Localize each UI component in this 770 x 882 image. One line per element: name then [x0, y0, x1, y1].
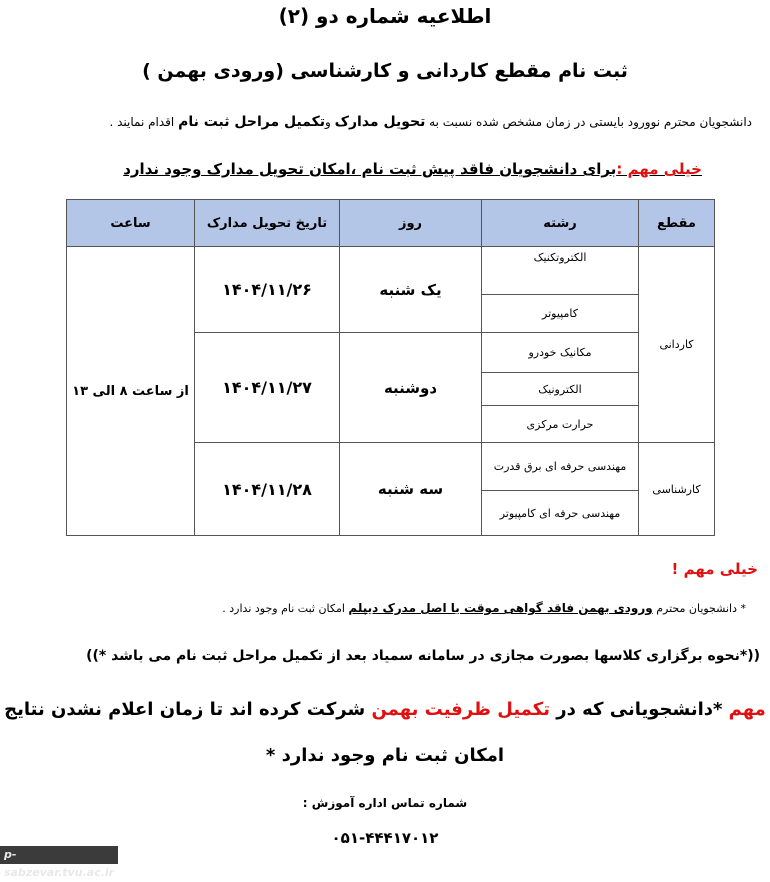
date-cell: ۱۴۰۴/۱۱/۲۷ — [195, 333, 340, 443]
field-cell: کامپیوتر — [482, 295, 639, 333]
intro-bold-2: تکمیل مراحل ثبت نام — [178, 114, 326, 130]
header-day: روز — [340, 200, 482, 247]
field-cell: حرارت مرکزی — [482, 406, 639, 443]
very-important-label: خیلی مهم ! — [671, 560, 758, 578]
diploma-note — [222, 601, 746, 615]
contact-phone: ۰۵۱-۴۴۴۱۷۰۱۲ — [331, 829, 439, 847]
site-watermark: p-sabzevar.tvu.ac.ir — [0, 846, 118, 864]
header-date: تاریخ تحویل مدارک — [195, 200, 340, 247]
intro-paragraph — [109, 114, 752, 130]
day-cell: یک شنبه — [340, 247, 482, 333]
intro-text-2: و — [325, 115, 335, 129]
hour-cell: از ساعت ۸ الی ۱۳ — [67, 247, 195, 536]
contact-label: شماره تماس اداره آموزش : — [302, 796, 468, 810]
level-cell-karshenasi: کارشناسی — [639, 443, 715, 536]
table-header-row — [67, 200, 715, 247]
header-level: مقطع — [639, 200, 715, 247]
field-cell: الکتروتکنیک — [482, 247, 639, 295]
urgent-label: خیلی مهم : — [616, 160, 702, 178]
note1-prefix: * دانشجویان محترم — [652, 602, 746, 615]
schedule-table — [66, 199, 715, 536]
day-cell: سه شنبه — [340, 443, 482, 536]
date-cell: ۱۴۰۴/۱۱/۲۸ — [195, 443, 340, 536]
virtual-classes-note: ((*نحوه برگزاری کلاسها بصورت مجازی در سامانه سمیاد بعد از تکمیل مراحل ثبت نام می باشد *)) — [86, 648, 760, 664]
intro-bold-1: تحویل مدارک — [334, 114, 426, 130]
capacity-notice-line2: امکان ثبت نام وجود ندارد * — [265, 745, 505, 766]
announcement-subtitle: ثبت نام مقطع کاردانی و کارشناسی (ورودی بهمن ) — [142, 60, 628, 82]
header-field: رشته — [482, 200, 639, 247]
field-cell: مهندسی حرفه ای کامپیوتر — [482, 491, 639, 536]
header-hour: ساعت — [67, 200, 195, 247]
intro-text-3: اقدام نمایند . — [109, 115, 179, 129]
intro-text-1: دانشجویان محترم نوورود بایستی در زمان مشخص شده نسبت به — [425, 115, 752, 129]
field-cell: مهندسی حرفه ای برق قدرت — [482, 443, 639, 491]
date-cell: ۱۴۰۴/۱۱/۲۶ — [195, 247, 340, 333]
field-cell: مکانیک خودرو — [482, 333, 639, 373]
announcement-title: اطلاعیه شماره دو (۲) — [278, 4, 492, 28]
capacity-notice-line1 — [0, 699, 770, 720]
note1-suffix: امکان ثبت نام وجود ندارد . — [222, 602, 349, 615]
level-cell-kardani: کاردانی — [639, 247, 715, 443]
urgent-text: برای دانشجویان فاقد پیش ثبت نام ،امکان تحویل مدارک وجود ندارد — [123, 160, 617, 178]
capacity-text-2: شرکت کرده اند تا زمان اعلام نشدن نتایج — [4, 699, 372, 720]
day-cell: دوشنبه — [340, 333, 482, 443]
note1-bold: ورودی بهمن فاقد گواهی موقت یا اصل مدرک دیپلم — [348, 601, 653, 615]
field-cell: الکترونیک — [482, 373, 639, 406]
capacity-highlight: تکمیل ظرفیت بهمن — [371, 699, 550, 720]
capacity-text-1: *دانشجویانی که در — [549, 699, 729, 720]
table-row — [67, 247, 715, 295]
capacity-important-word: مهم — [728, 699, 766, 720]
urgent-notice — [123, 160, 702, 178]
